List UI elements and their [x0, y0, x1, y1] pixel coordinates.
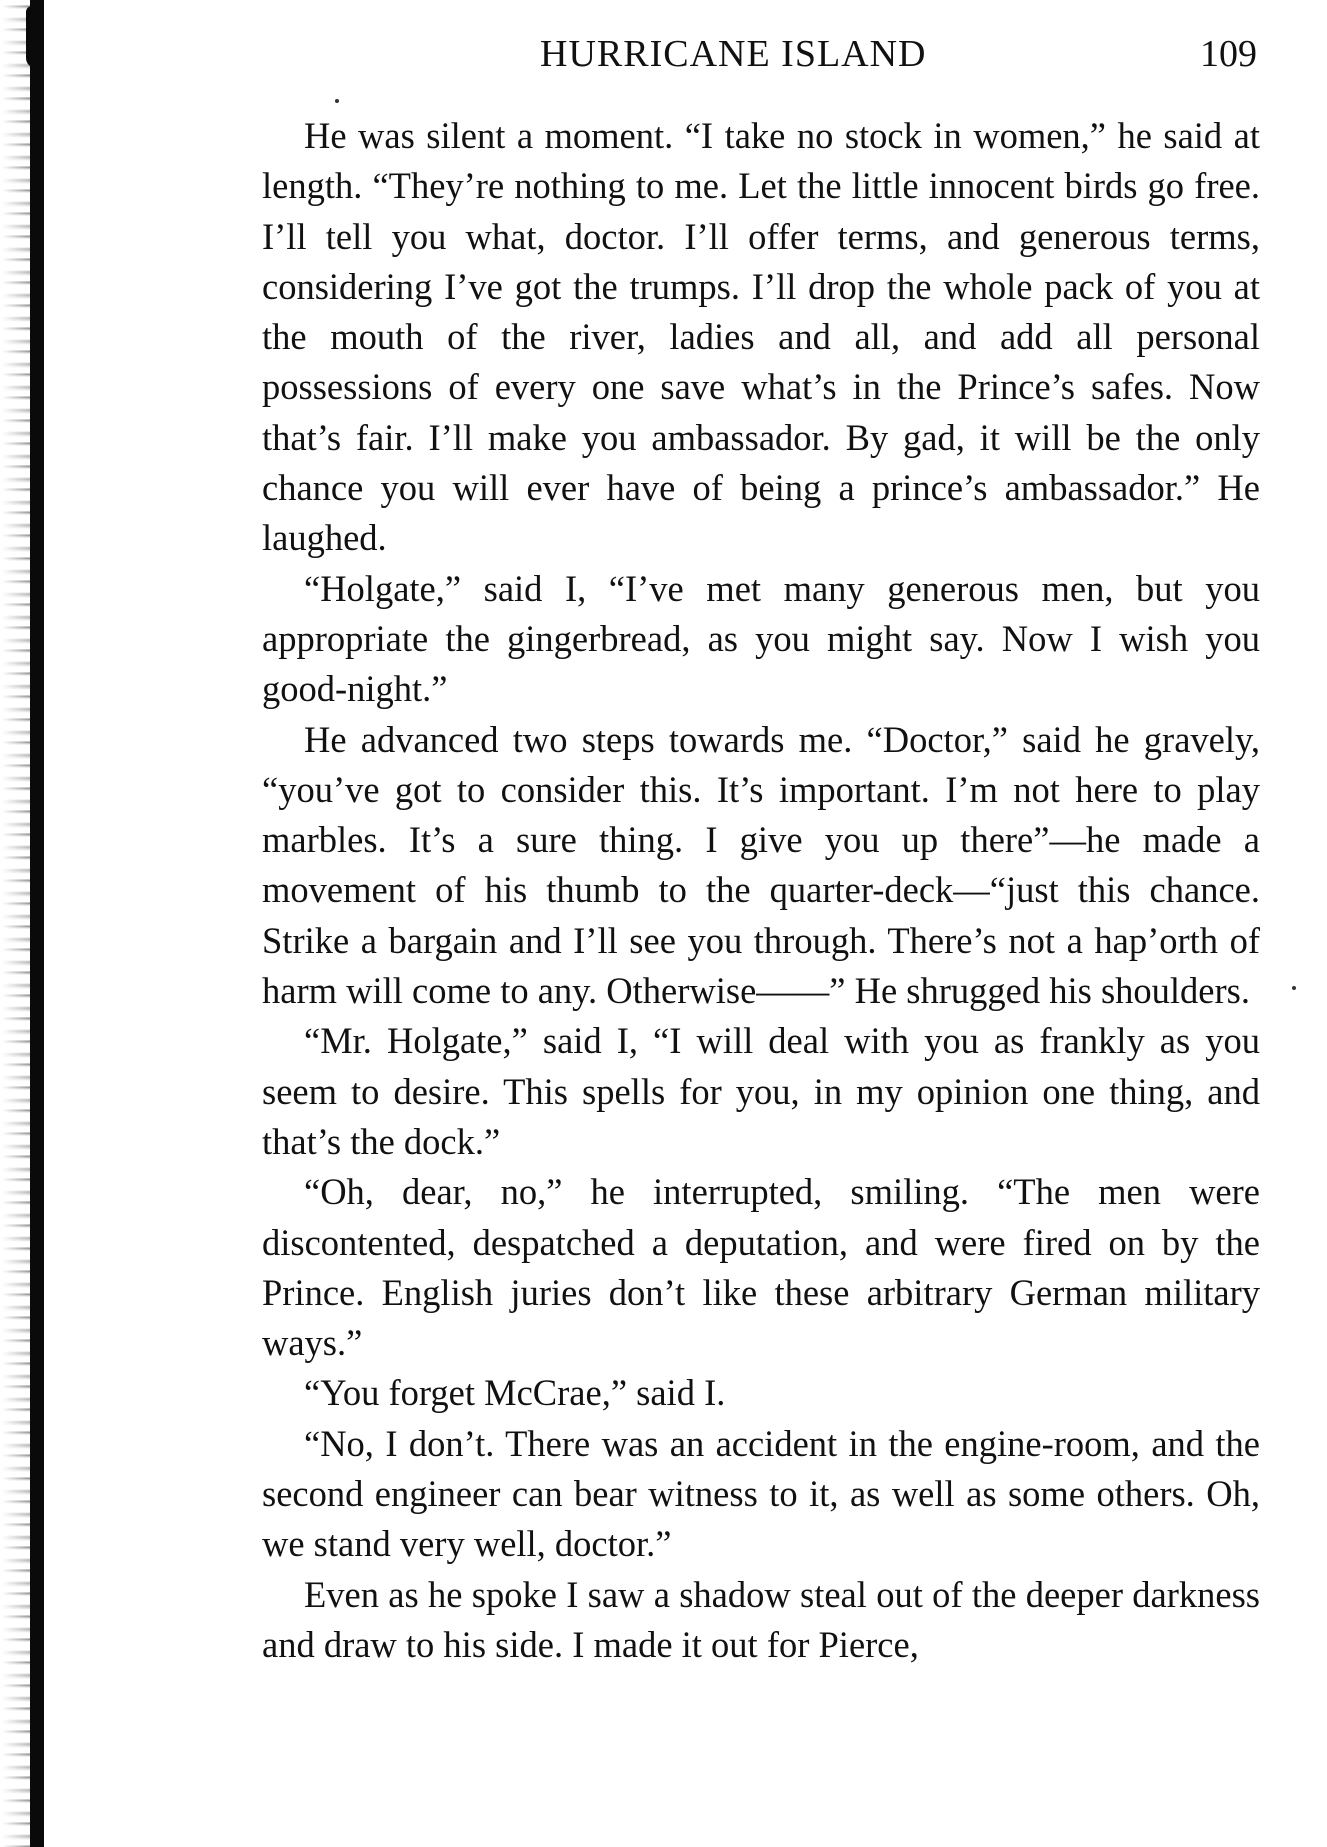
body-text — [262, 111, 1260, 1670]
running-head — [260, 26, 1257, 82]
paragraph: “No, I don’t. There was an accident in the engine-room, and the second engineer can bear witness to it, as well as some others. Oh, we stand very well, doctor.” — [262, 1422, 1260, 1565]
page-binding-edge — [30, 0, 44, 1847]
paragraph: “You forget McCrae,” said I. — [304, 1372, 726, 1414]
paragraph: “Oh, dear, no,” he interrupted, smiling. “The men were discontented, despatched a deputation, and were fired on by the Prince. English juries don’t like these arbitrary German military ways.” — [262, 1171, 1260, 1364]
paragraph: “Mr. Holgate,” said I, “I will deal with you as frankly as you seem to desire. This spells for you, in my opinion one thing, and that’s the dock.” — [262, 1020, 1260, 1162]
paragraph: He advanced two steps towards me. “Doctor,” said he gravely, “you’ve got to consider this. It’s important. I’m not here to play marbles. It’s a sure thing. I give you up there”—he made a movement of his thumb to the quarter-deck—“just this chance. Strike a bargain and I’ll see you through. There’s not a hap’orth of harm will come to any. Otherwise——” He shrugged his shoulders. — [262, 718, 1260, 1012]
paragraph: “Holgate,” said I, “I’ve met many generous men, but you appropriate the gingerbread, as you might say. Now I wish you good-night.” — [262, 567, 1260, 710]
page-number: 109 — [1200, 33, 1257, 75]
paragraph: He was silent a moment. “I take no stock in women,” he said at length. “They’re nothing to me. Let the little innocent birds go free. I’ll tell you what, doctor. I’ll offer terms, and generous terms, considering I’ve got the trumps. I’ll drop the whole pack of you at the mouth of the river, ladies and all, and add all personal possessions of every one save what’s in the Prince’s safes. Now that’s fair. I’ll make you ambassador. By gad, it will be the only chance you will ever have of being a prince’s ambassador.” He laughed. — [262, 115, 1260, 559]
running-title: HURRICANE ISLAND — [540, 33, 927, 75]
stray-ink-dot — [335, 99, 339, 103]
page-binding-notch — [26, 6, 42, 68]
stray-ink-dot — [1292, 986, 1296, 990]
paragraph: Even as he spoke I saw a shadow steal out of the deeper darkness and draw to his side. I made it out for Pierce, — [262, 1573, 1260, 1665]
